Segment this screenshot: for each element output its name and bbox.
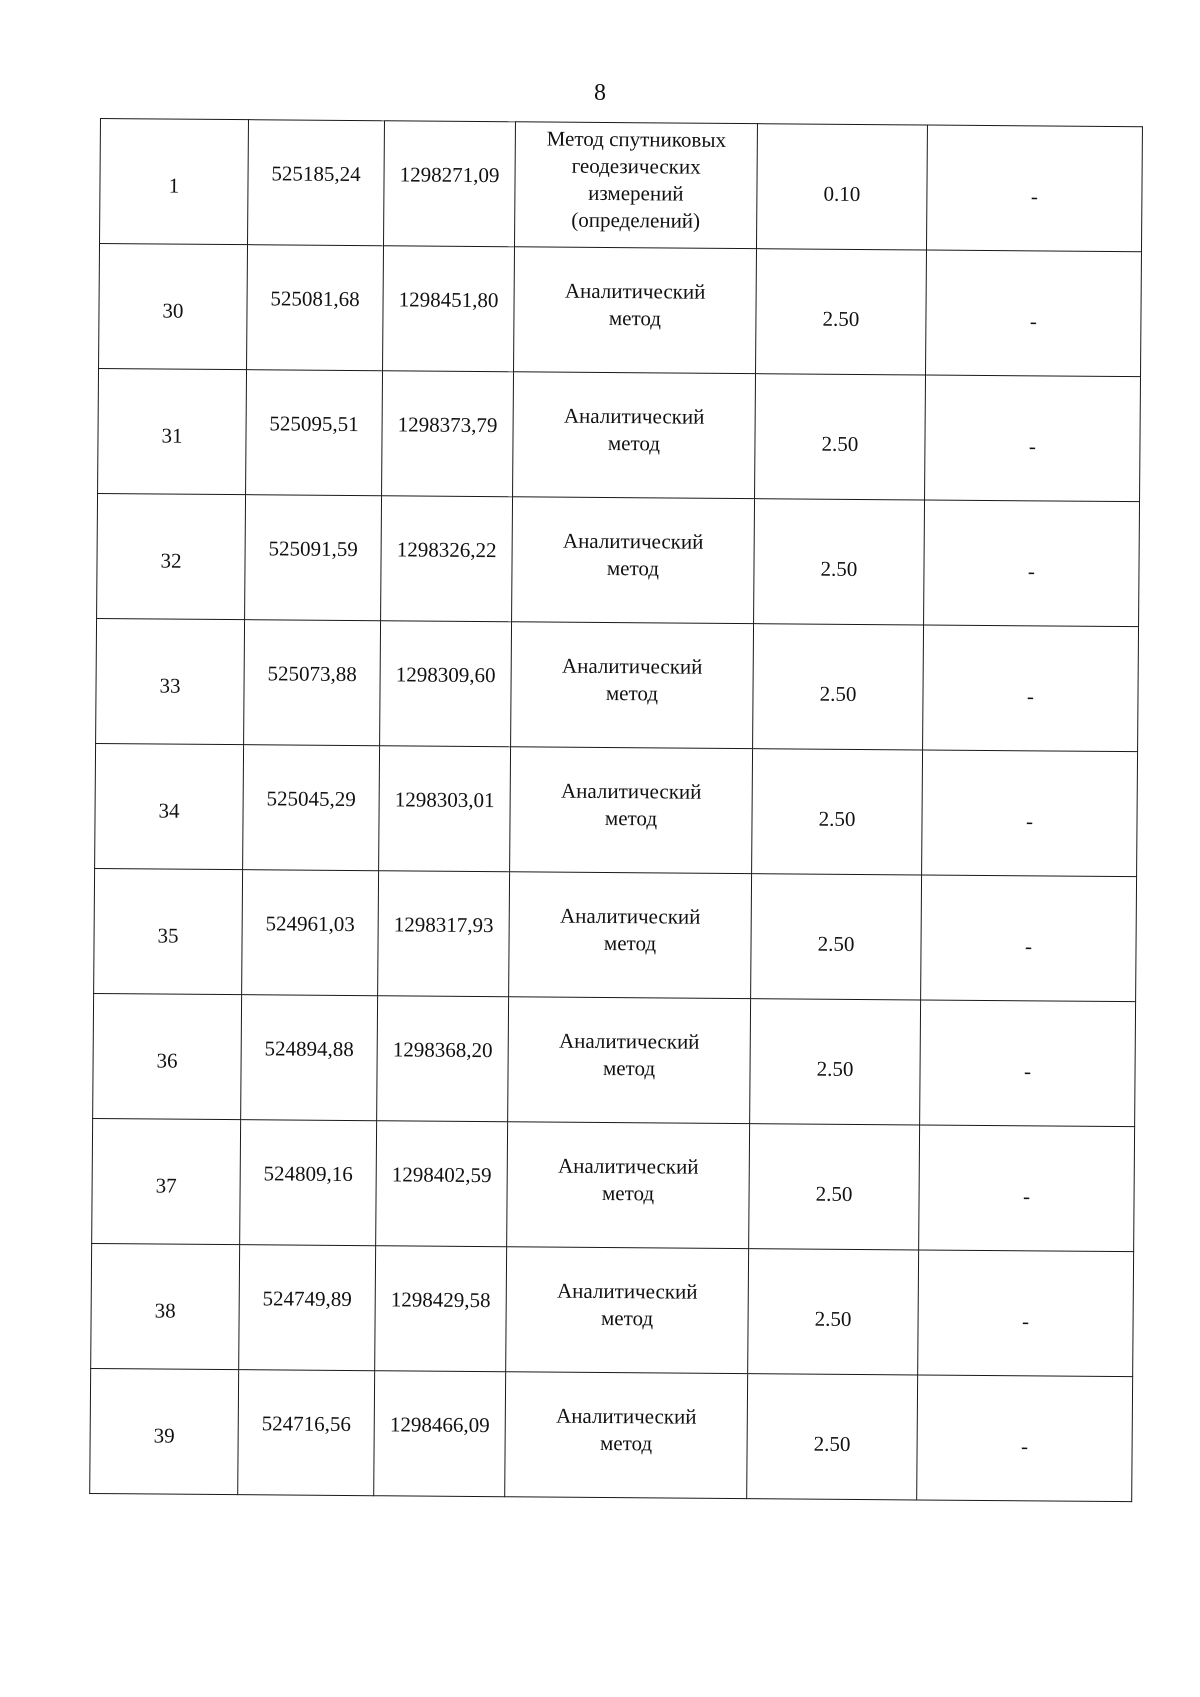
accuracy-cell: 2.50 bbox=[751, 874, 922, 1000]
method-cell: Аналитический метод bbox=[506, 1247, 749, 1374]
method-cell: Аналитический метод bbox=[505, 1372, 748, 1499]
point-number-cell: 34 bbox=[95, 743, 244, 869]
accuracy-cell: 2.50 bbox=[749, 1124, 920, 1250]
table-row bbox=[99, 244, 1142, 377]
method-cell: Аналитический метод bbox=[508, 997, 751, 1124]
table-row bbox=[100, 119, 1143, 252]
x-coordinate-cell: 525073,88 bbox=[244, 620, 381, 746]
accuracy-cell: 2.50 bbox=[750, 999, 921, 1125]
table-row bbox=[97, 493, 1140, 626]
accuracy-cell: 2.50 bbox=[754, 499, 925, 625]
x-coordinate-cell: 525095,51 bbox=[246, 370, 383, 496]
point-number-cell: 38 bbox=[91, 1243, 240, 1369]
accuracy-cell: 2.50 bbox=[753, 624, 924, 750]
y-coordinate-cell: 1298368,20 bbox=[377, 996, 509, 1122]
y-coordinate-cell: 1298429,58 bbox=[375, 1246, 507, 1372]
x-coordinate-cell: 524749,89 bbox=[239, 1245, 376, 1371]
coordinates-table bbox=[89, 118, 1143, 1502]
method-cell: Аналитический метод bbox=[507, 1122, 750, 1249]
table-body bbox=[90, 119, 1143, 1502]
y-coordinate-cell: 1298402,59 bbox=[376, 1121, 508, 1247]
table-row bbox=[90, 1368, 1133, 1501]
method-cell: Метод спутниковых геодезических измерений (определений) bbox=[515, 122, 758, 249]
table-row bbox=[96, 618, 1139, 751]
point-number-cell: 35 bbox=[94, 868, 243, 994]
accuracy-cell: 2.50 bbox=[748, 1249, 919, 1375]
x-coordinate-cell: 525045,29 bbox=[243, 745, 380, 871]
point-number-cell: 37 bbox=[92, 1118, 241, 1244]
x-coordinate-cell: 524716,56 bbox=[238, 1370, 375, 1496]
x-coordinate-cell: 524809,16 bbox=[240, 1120, 377, 1246]
point-number-cell: 30 bbox=[99, 244, 248, 370]
y-coordinate-cell: 1298373,79 bbox=[382, 371, 514, 497]
method-cell: Аналитический метод bbox=[510, 747, 753, 874]
table-row bbox=[94, 868, 1137, 1001]
note-cell: - bbox=[926, 250, 1142, 377]
table-row bbox=[93, 993, 1136, 1126]
note-cell: - bbox=[919, 1125, 1135, 1252]
method-cell: Аналитический метод bbox=[509, 872, 752, 999]
point-number-cell: 36 bbox=[93, 993, 242, 1119]
x-coordinate-cell: 525185,24 bbox=[248, 120, 385, 246]
table-row bbox=[92, 1118, 1135, 1251]
x-coordinate-cell: 524894,88 bbox=[241, 995, 378, 1121]
x-coordinate-cell: 525091,59 bbox=[245, 495, 382, 621]
point-number-cell: 32 bbox=[97, 493, 246, 619]
point-number-cell: 1 bbox=[100, 119, 249, 245]
point-number-cell: 31 bbox=[98, 368, 247, 494]
y-coordinate-cell: 1298466,09 bbox=[374, 1371, 506, 1497]
accuracy-cell: 2.50 bbox=[747, 1374, 918, 1500]
note-cell: - bbox=[925, 375, 1141, 502]
note-cell: - bbox=[924, 500, 1140, 627]
note-cell: - bbox=[922, 750, 1138, 877]
note-cell: - bbox=[920, 1000, 1136, 1127]
y-coordinate-cell: 1298326,22 bbox=[381, 496, 513, 622]
y-coordinate-cell: 1298451,80 bbox=[383, 246, 515, 372]
y-coordinate-cell: 1298271,09 bbox=[384, 121, 516, 247]
y-coordinate-cell: 1298317,93 bbox=[378, 871, 510, 997]
table-row bbox=[91, 1243, 1134, 1376]
point-number-cell: 39 bbox=[90, 1368, 239, 1494]
accuracy-cell: 2.50 bbox=[752, 749, 923, 875]
method-cell: Аналитический метод bbox=[514, 247, 757, 374]
accuracy-cell: 0.10 bbox=[756, 124, 927, 250]
note-cell: - bbox=[923, 625, 1139, 752]
x-coordinate-cell: 525081,68 bbox=[247, 245, 384, 371]
method-cell: Аналитический метод bbox=[513, 372, 756, 499]
accuracy-cell: 2.50 bbox=[756, 249, 927, 375]
table-row bbox=[95, 743, 1138, 876]
note-cell: - bbox=[918, 1250, 1134, 1377]
note-cell: - bbox=[917, 1375, 1133, 1502]
accuracy-cell: 2.50 bbox=[755, 374, 926, 500]
method-cell: Аналитический метод bbox=[512, 497, 755, 624]
table-row bbox=[98, 368, 1141, 501]
x-coordinate-cell: 524961,03 bbox=[242, 870, 379, 996]
note-cell: - bbox=[926, 125, 1142, 252]
note-cell: - bbox=[921, 875, 1137, 1002]
y-coordinate-cell: 1298303,01 bbox=[379, 746, 511, 872]
point-number-cell: 33 bbox=[96, 618, 245, 744]
page-number: 8 bbox=[594, 80, 606, 106]
method-cell: Аналитический метод bbox=[511, 622, 754, 749]
y-coordinate-cell: 1298309,60 bbox=[380, 621, 512, 747]
